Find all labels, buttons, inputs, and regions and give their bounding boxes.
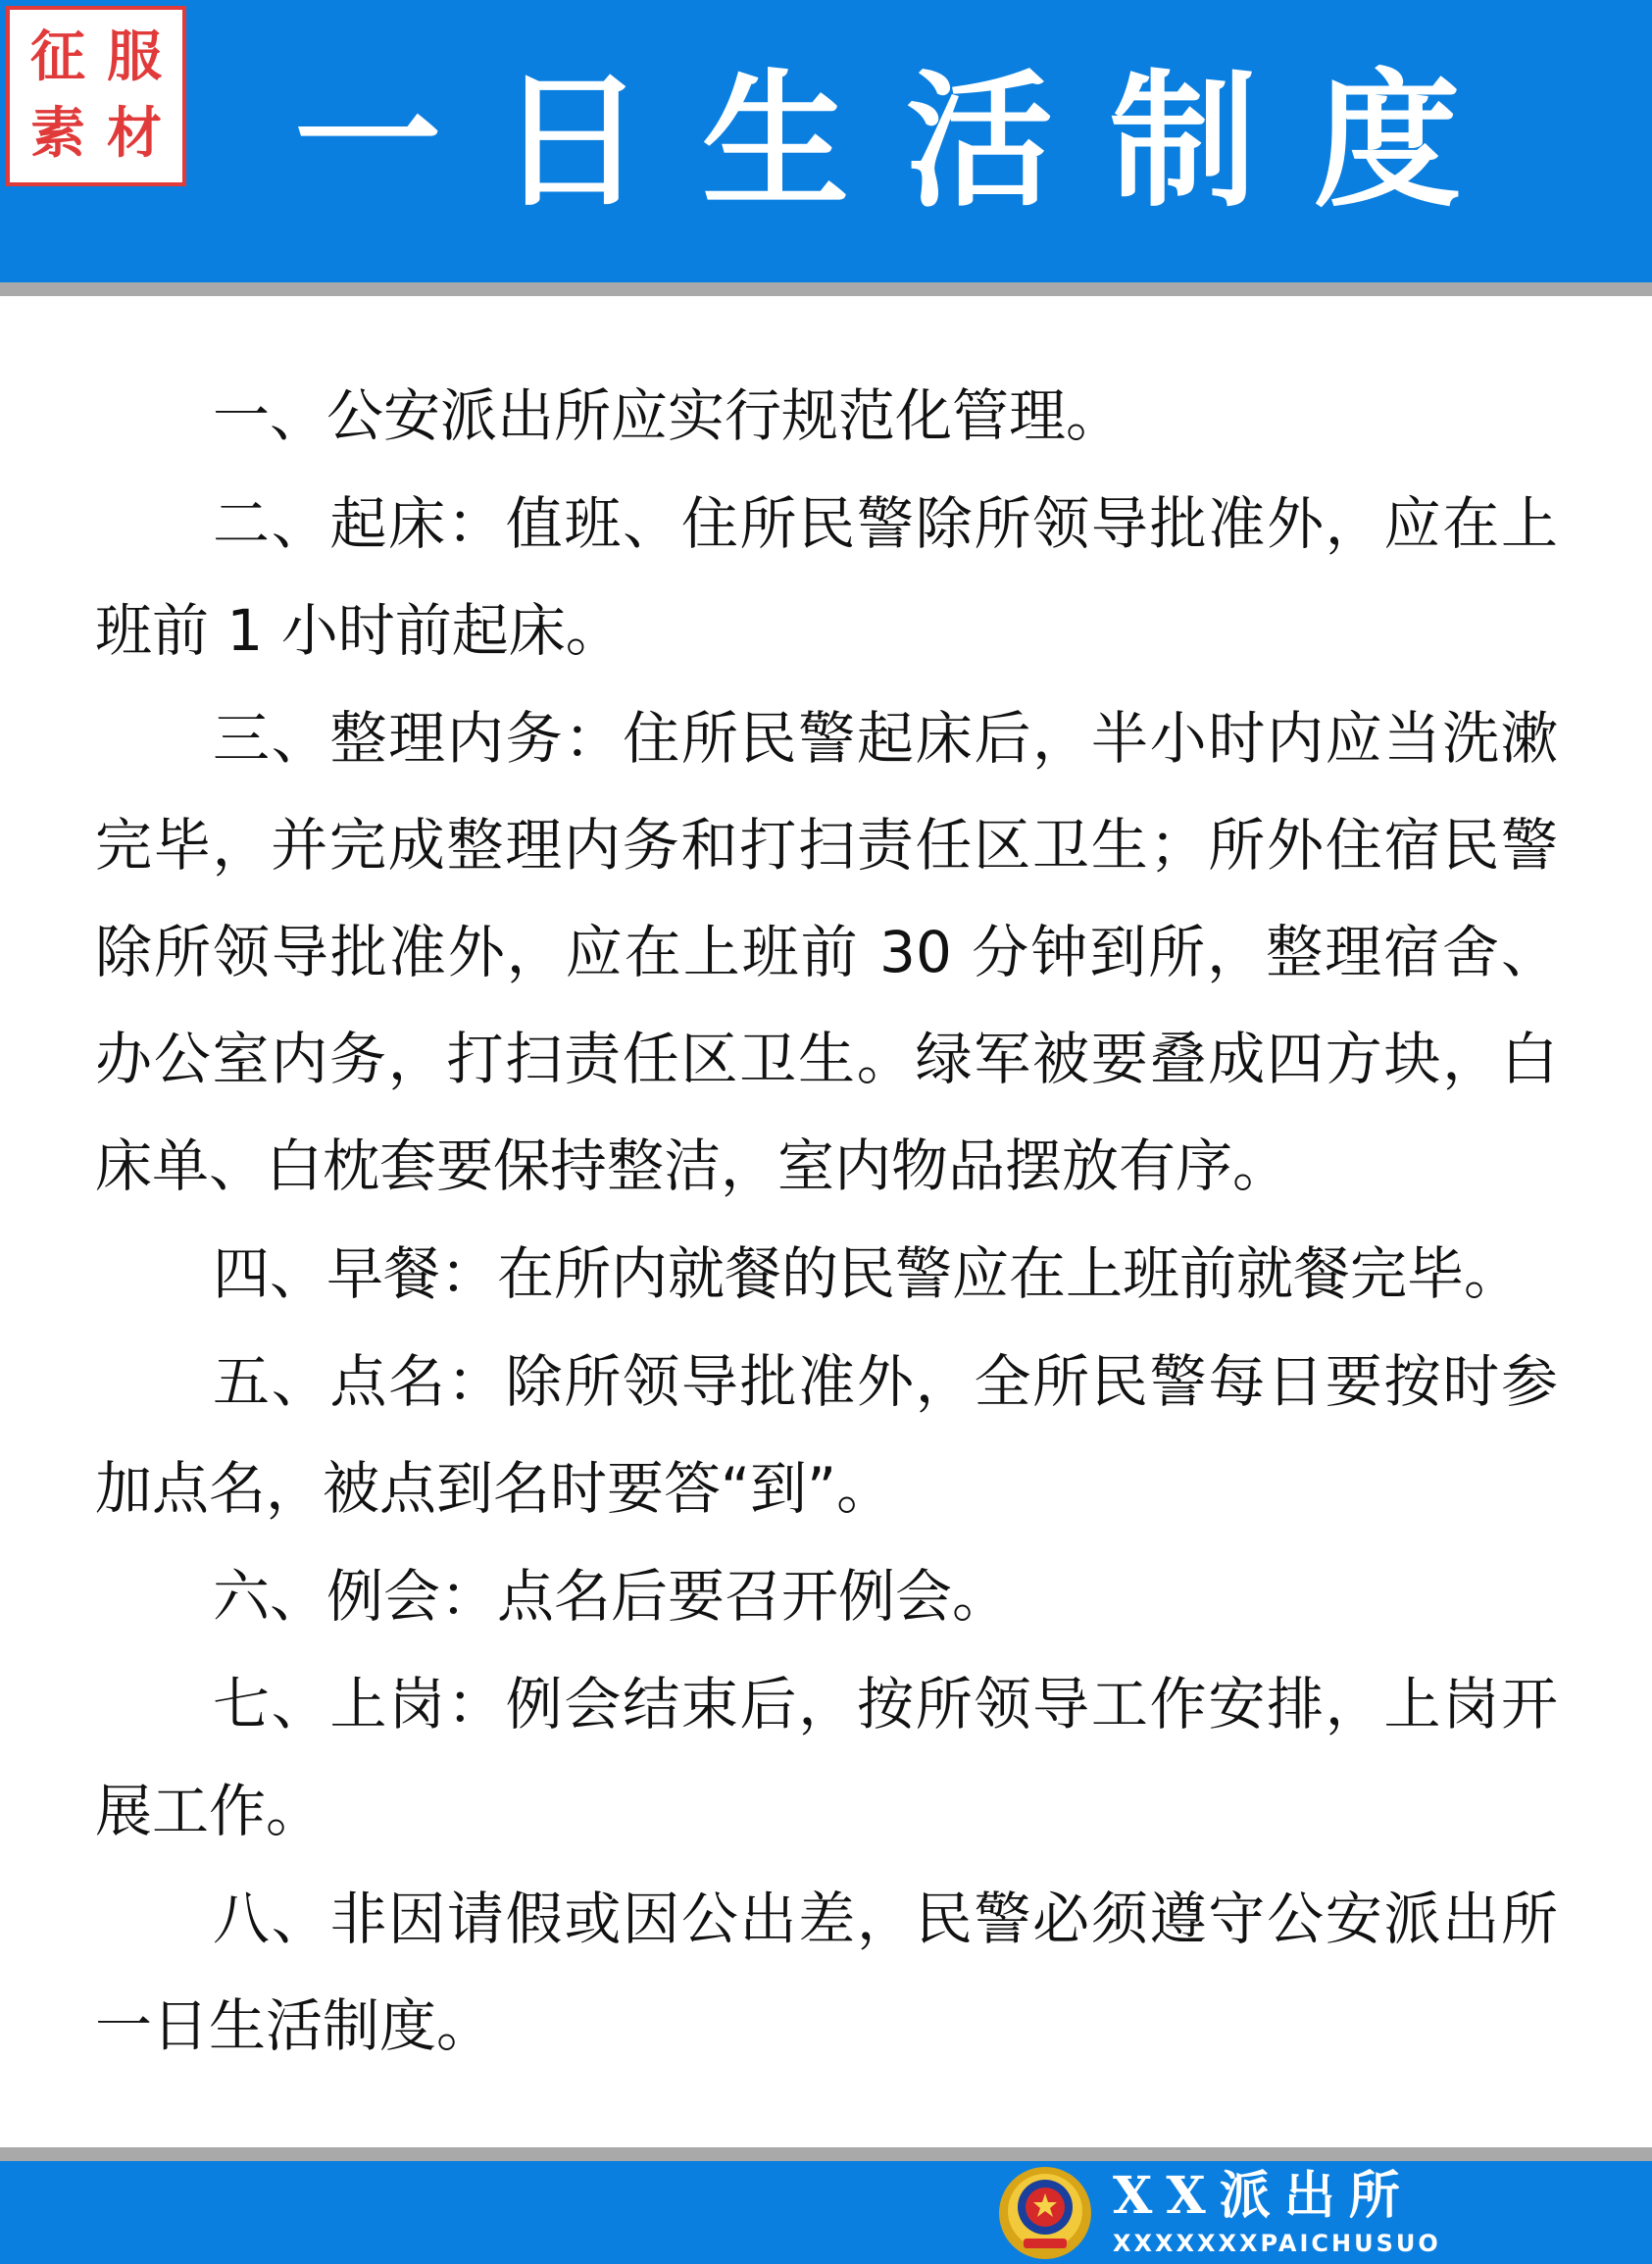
station-name: XX派出所 xyxy=(1113,2166,1414,2226)
regulation-paragraph: 七、上岗：例会结束后，按所领导工作安排，上岗开展工作。 xyxy=(95,1671,1558,1844)
watermark-stamp xyxy=(6,6,186,186)
stamp-char: 服 xyxy=(107,25,162,89)
regulation-paragraph: 六、例会：点名后要召开例会。 xyxy=(213,1563,1010,1630)
stamp-char: 材 xyxy=(107,102,162,166)
page-title: 一日生活制度 xyxy=(294,57,1519,227)
regulation-paragraph: 二、起床：值班、住所民警除所领导批准外，应在上班前 1 小时前起床。 xyxy=(95,490,1558,664)
regulation-paragraph: 四、早餐：在所内就餐的民警应在上班前就餐完毕。 xyxy=(213,1240,1522,1307)
regulation-body xyxy=(95,363,1558,2080)
regulation-paragraph: 一、公安派出所应实行规范化管理。 xyxy=(213,382,1124,449)
footer-divider xyxy=(0,2147,1652,2161)
regulation-paragraph: 八、非因请假或因公出差，民警必须遵守公安派出所一日生活制度。 xyxy=(95,1886,1558,2059)
station-pinyin: XXXXXXXPAICHUSUO xyxy=(1113,2230,1441,2257)
regulation-paragraph: 五、点名：除所领导批准外，全所民警每日要按时参加点名，被点到名时要答“到”。 xyxy=(95,1348,1558,1522)
police-emblem-icon xyxy=(996,2164,1094,2262)
stamp-char: 素 xyxy=(30,102,85,166)
header-divider xyxy=(0,282,1652,296)
stamp-char: 征 xyxy=(30,25,85,89)
regulation-paragraph: 三、整理内务：住所民警起床后，半小时内应当洗漱完毕，并完成整理内务和打扫责任区卫生；所外住宿民警除所领导批准外，应在上班前 30 分钟到所，整理宿舍、办公室内务，打扫责任区卫生。绿军被要叠成四方块，白床单、白枕套要保持整洁，室内物品摆放有序。 xyxy=(95,705,1558,1199)
